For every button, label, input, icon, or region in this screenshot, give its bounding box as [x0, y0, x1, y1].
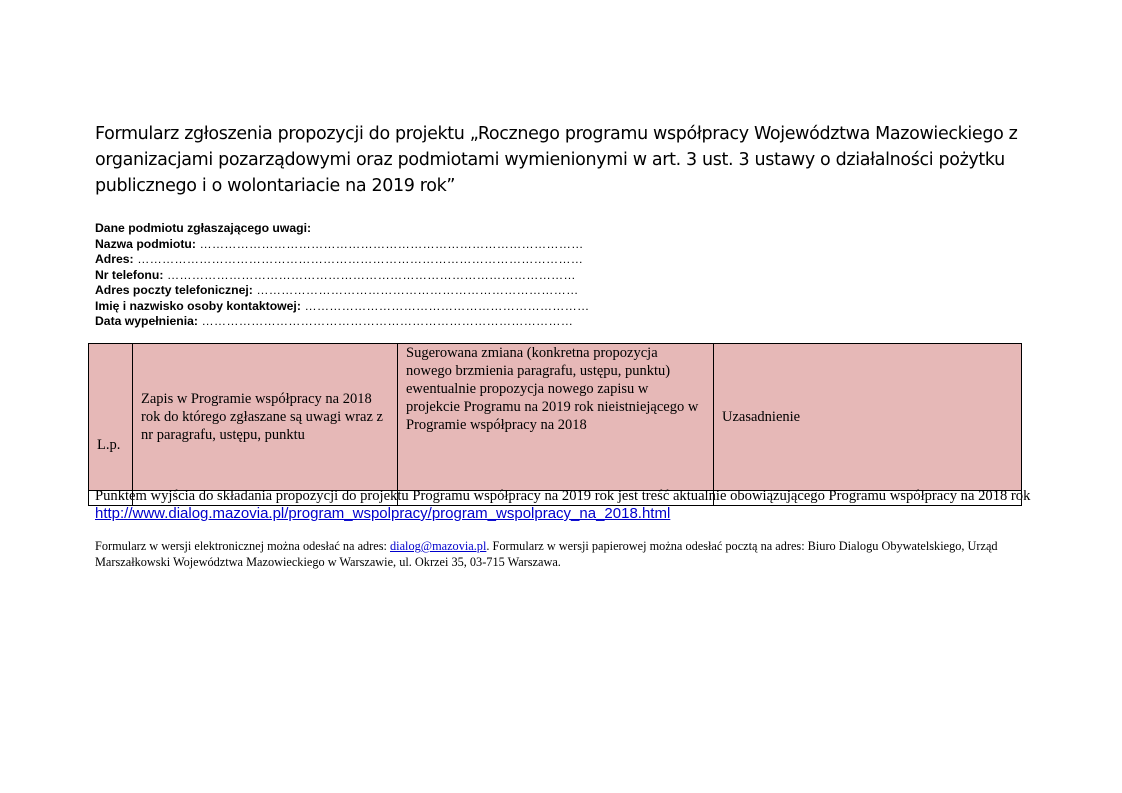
field-dots: ……………………………………………………………………………………… [163, 267, 576, 282]
field-dots: ………………………………………………………………………………… [195, 236, 584, 251]
header-cell-justification: Uzasadnienie [714, 344, 1022, 491]
proposal-table [88, 343, 1022, 506]
submission-note [95, 538, 1035, 570]
field-contact-person [95, 299, 655, 315]
field-label: Adres poczty telefonicznej: [95, 283, 253, 297]
submission-note-address: . Formularz w wersji papierowej można odesłać pocztą na adres: Biuro Dialogu Obywatelskiego, Urząd Marszałkowski Województwa Mazowieckiego w Warszawie, ul. Okrzei 35, 03-715 Warszawa. [95, 539, 998, 569]
email-link[interactable]: dialog@mazovia.pl [390, 539, 487, 553]
field-label: Dane podmiotu zgłaszającego uwagi: [95, 221, 312, 235]
form-title: Formularz zgłoszenia propozycji do projektu „Rocznego programu współpracy Województwa Mazowieckiego z organizacjami pozarządowymi oraz podmiotami wymienionymi w art. 3 ust. 3 ustawy o działalności pożytku publicznego i o wolontariacie na 2019 rok” [95, 124, 1018, 196]
reference-note-text: Punktem wyjścia do składania propozycji do projektu Programu współpracy na 2019 rok jest treść aktualnie obowiązującego Programu współpracy na 2018 rok [95, 488, 1031, 504]
field-dots: …………………………………………………………… [300, 298, 590, 313]
field-label: Adres: [95, 252, 134, 266]
field-label: Data wypełnienia: [95, 314, 198, 328]
field-email-address [95, 283, 655, 299]
submission-note-text: Formularz w wersji elektronicznej można odesłać na adres: [95, 539, 391, 553]
field-dots: ……………………………………………………………………………………………… [133, 252, 584, 266]
program-2018-link[interactable]: http://www.dialog.mazovia.pl/program_wspolpracy/program_wspolpracy_na_2018.html [95, 505, 671, 522]
field-address [95, 252, 655, 268]
field-fill-date [95, 314, 655, 330]
field-label: Nr telefonu: [95, 267, 164, 282]
header-cell-current-record: Zapis w Programie współpracy na 2018 rok do którego zgłaszane są uwagi wraz z nr paragrafu, ustępu, punktu [133, 344, 398, 491]
submitter-fields [95, 221, 655, 330]
field-phone [95, 268, 655, 284]
field-entity-name [95, 237, 655, 253]
field-label: Imię i nazwisko osoby kontaktowej: [95, 298, 301, 313]
reference-note [95, 487, 1035, 523]
header-cell-lp: L.p. [89, 344, 133, 491]
field-dots: ……………………………………………………………………………… [197, 314, 574, 328]
field-section-heading [95, 221, 655, 237]
header-cell-suggested-change: Sugerowana zmiana (konkretna propozycja nowego brzmienia paragrafu, ustępu, punktu) ewentualnie propozycja nowego zapisu w projekcie Programu na 2019 rok nieistniejącego w Programie współpracy na 2018 [398, 344, 714, 491]
field-dots: …………………………………………………………………… [252, 283, 579, 297]
field-label: Nazwa podmiotu: [95, 236, 196, 251]
table-header-row [89, 344, 1022, 491]
